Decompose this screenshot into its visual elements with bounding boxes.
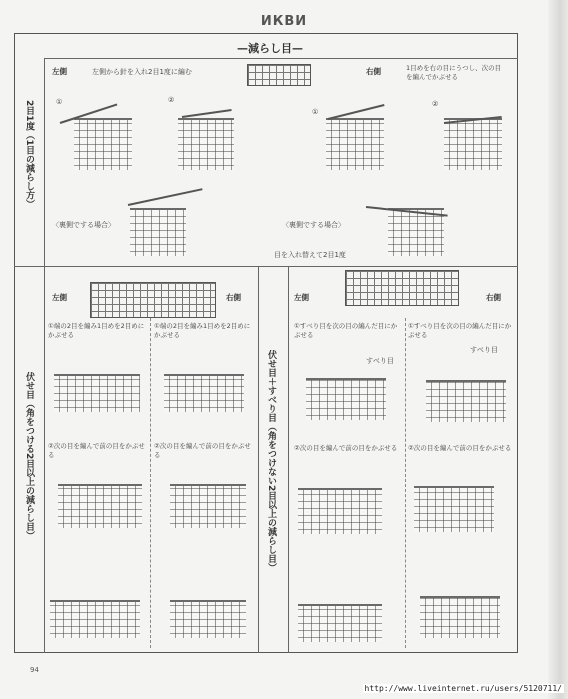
swatch-br-5 [298, 604, 382, 642]
swatch-bl-6 [170, 600, 246, 638]
swatch-bl-2 [164, 374, 244, 412]
divider-middle [258, 266, 259, 653]
bl-right-side: 右側 [226, 293, 241, 302]
swatch-top-1 [74, 118, 132, 170]
page-brand: ИКВИ [260, 14, 308, 29]
top-left-note: 左側から針を入れ2目1度に編む [92, 68, 192, 76]
step-num-3: ① [312, 108, 319, 116]
top-right-note: 1目めを右の目にうつし、次の目を編んでかぶせる [406, 64, 502, 81]
swatch-top-3 [326, 118, 384, 170]
step-num-2: ② [168, 96, 175, 104]
page-number: 94 [30, 666, 39, 674]
swatch-br-6 [420, 596, 500, 638]
divider-title [44, 58, 518, 59]
br-slip-right: すべり目 [470, 346, 498, 354]
swatch-top-4 [444, 118, 502, 170]
source-url[interactable]: http://www.liveinternet.ru/users/5120711/ [364, 684, 562, 693]
dash-bl [150, 318, 151, 648]
swatch-bl-5 [50, 600, 140, 638]
swatch-bl-3 [58, 484, 142, 528]
label-bind-off: 伏せ目（角をつける2目以上の減らし目） [24, 372, 34, 541]
bl-step1-left: ①端の2目を編み1目めを2目めにかぶせる [48, 322, 145, 339]
br-slip-left: すべり目 [366, 357, 394, 365]
swatch-br-1 [306, 378, 386, 420]
top-left-side: 左側 [52, 67, 67, 76]
swatch-top-2 [178, 118, 234, 170]
divider-top-label [44, 58, 45, 266]
swatch-bl-1 [54, 374, 140, 412]
section-title: —減らし目— [237, 42, 303, 55]
book-spine-shadow [548, 0, 568, 699]
swatch-br-2 [426, 380, 506, 422]
bl-step2-right: ②次の目を編んで前の目をかぶせる [154, 442, 251, 459]
br-step2-right: ②次の目を編んで前の目をかぶせる [408, 444, 512, 452]
bl-step1-right: ①端の2目を編み1目めを2目めにかぶせる [154, 322, 251, 339]
reverse-right-label: 〈裏側でする場合〉 [282, 221, 345, 229]
br-left-side: 左側 [294, 293, 309, 302]
reverse-left-label: 〈裏側でする場合〉 [52, 221, 115, 229]
label-bind-off-slip: 伏せ目＋すべり目（角をつけない2目以上の減らし目） [266, 350, 276, 573]
reverse-note: 目を入れ替えて2目1度 [274, 251, 346, 259]
br-right-side: 右側 [486, 293, 501, 302]
br-step2-left: ②次の目を編んで前の目をかぶせる [294, 444, 398, 452]
top-right-side: 右側 [366, 67, 381, 76]
br-step1-right: ①すべり目を次の目の編んだ目にかぶせる [408, 322, 512, 339]
divider-top [14, 266, 518, 267]
divider-bl-label [44, 266, 45, 653]
swatch-br-3 [298, 488, 382, 534]
divider-br-label [288, 266, 289, 653]
step-num-1: ① [56, 98, 63, 106]
swatch-br-4 [414, 486, 494, 532]
br-chart-grid [345, 270, 459, 306]
br-step1-left: ①すべり目を次の目の編んだ目にかぶせる [294, 322, 398, 339]
bl-step2-left: ②次の目を編んで前の目をかぶせる [48, 442, 145, 459]
swatch-reverse-left [130, 208, 186, 256]
dash-br [405, 318, 406, 648]
bl-chart-grid [90, 282, 216, 318]
label-two-together: 2目1度（1目の減らし方） [24, 100, 34, 209]
top-chart-grid [247, 64, 311, 86]
swatch-bl-4 [170, 484, 246, 528]
step-num-4: ② [432, 100, 439, 108]
bl-left-side: 左側 [52, 293, 67, 302]
